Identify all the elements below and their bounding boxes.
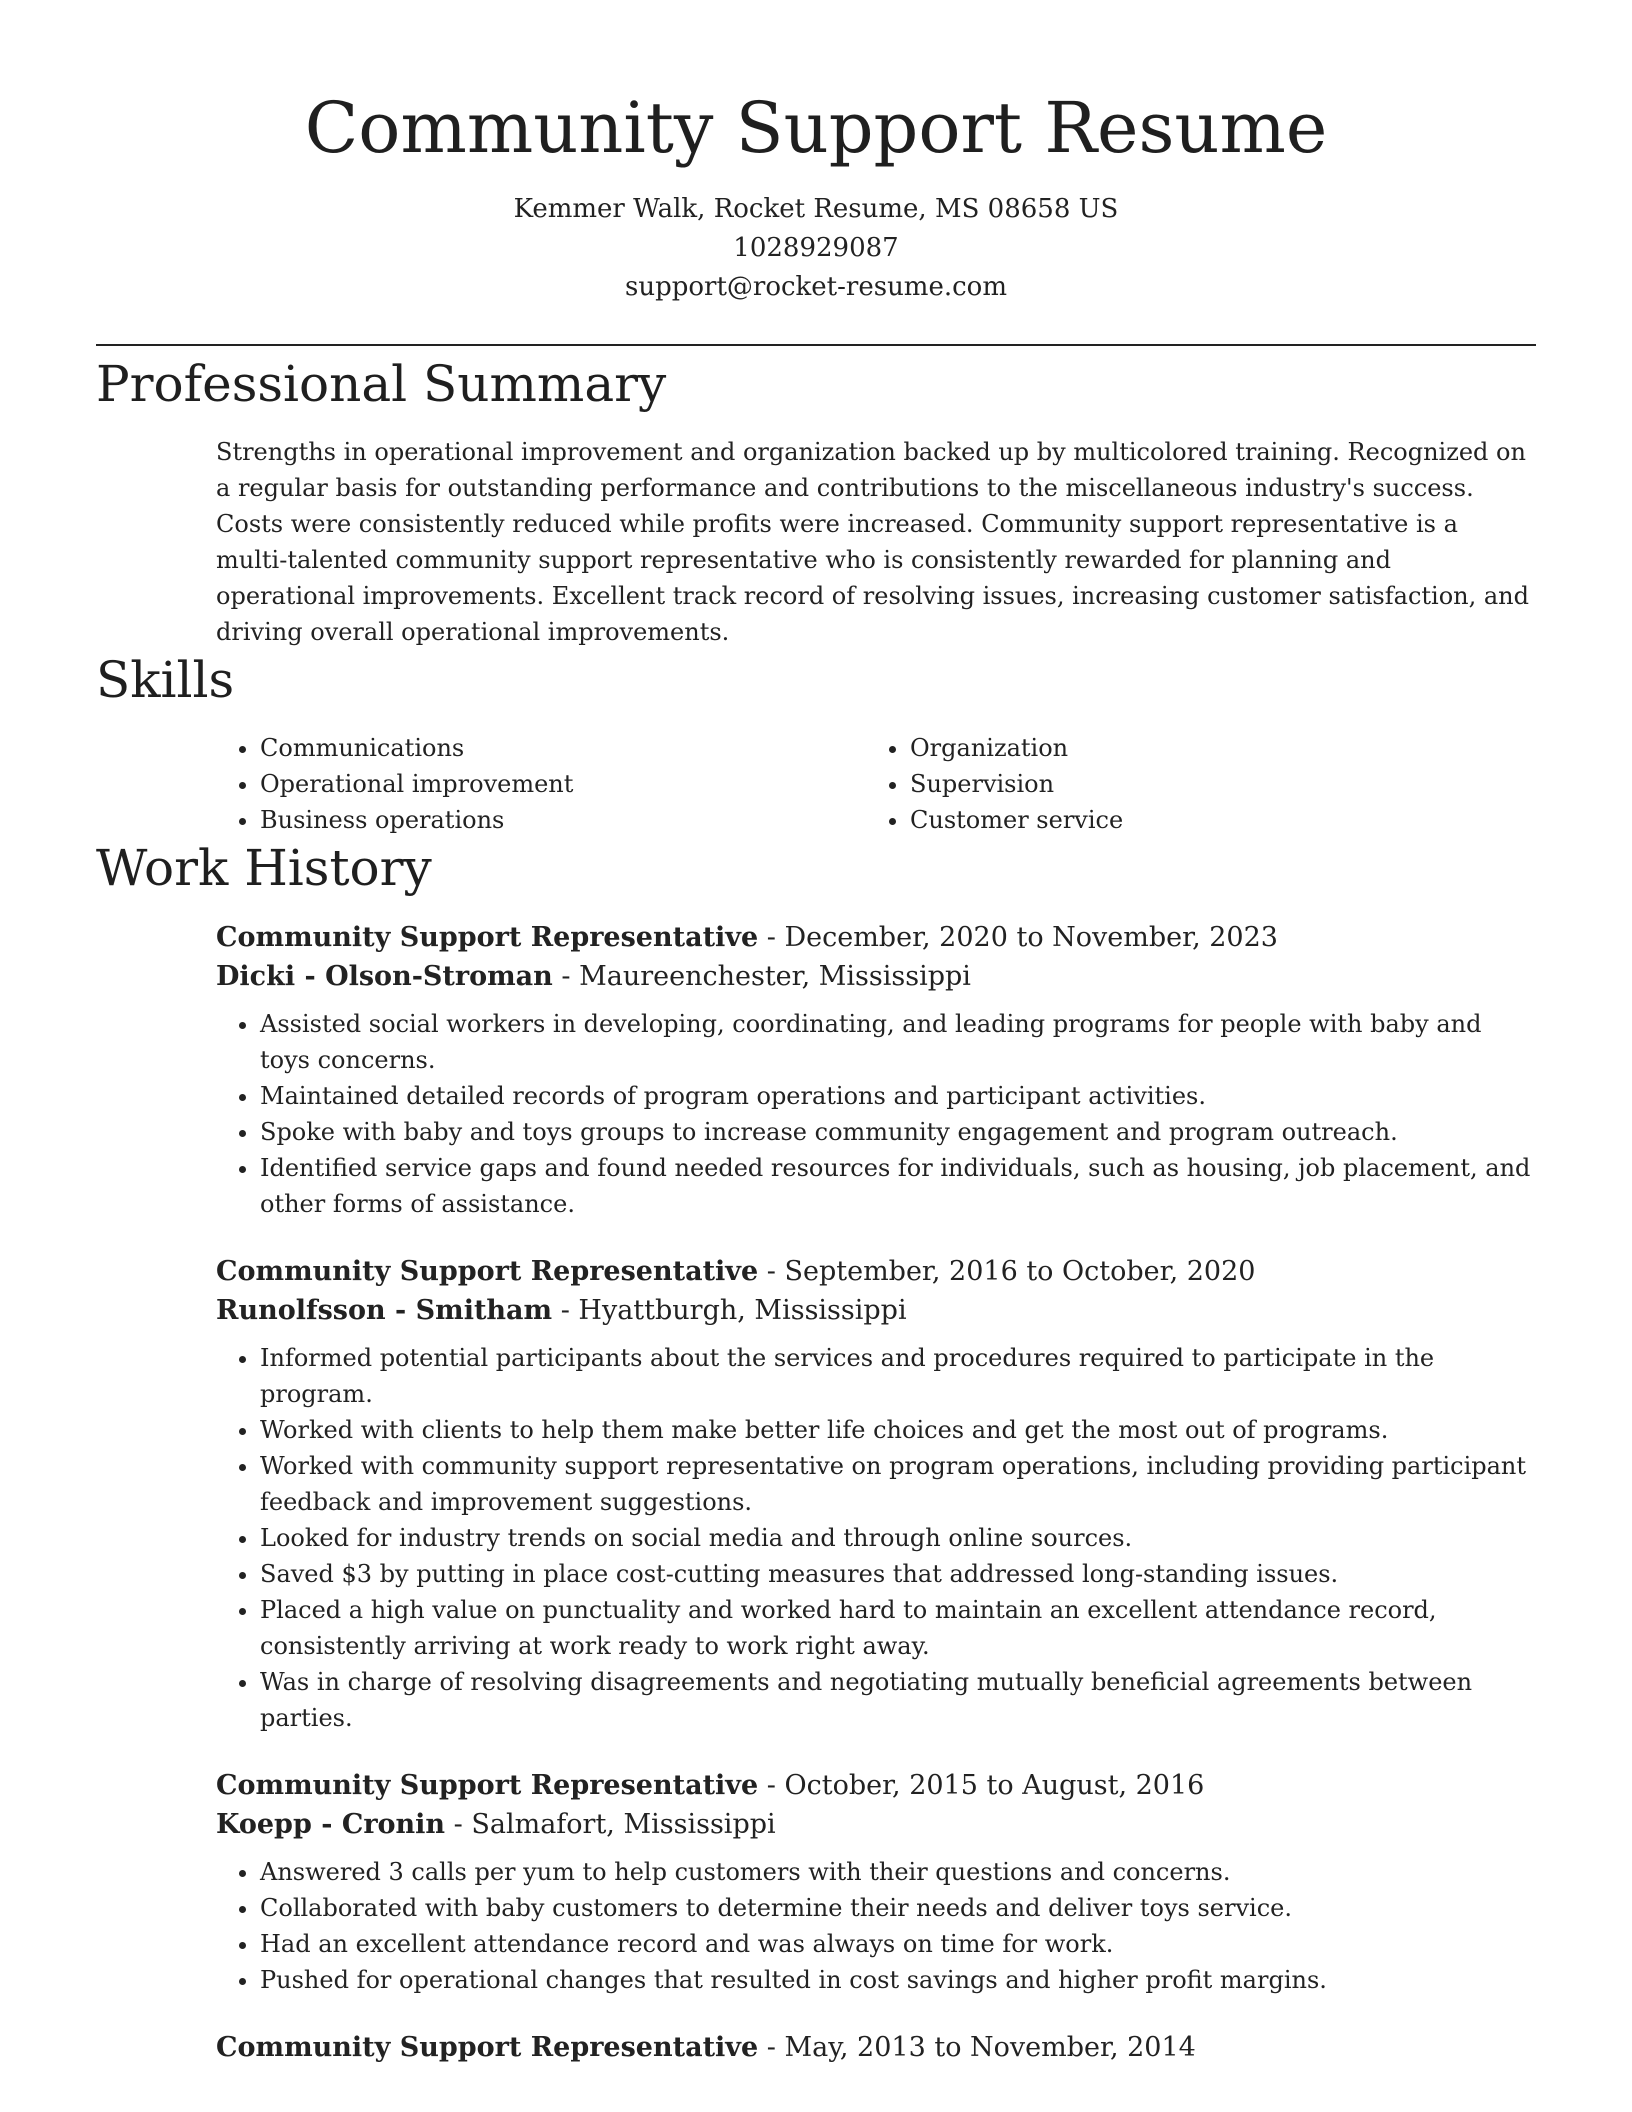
job-duty-item: • Saved $3 by putting in place cost-cutting measures that addressed long-standing issues.: [260, 1556, 1536, 1592]
job-role: Community Support Representative: [216, 922, 759, 953]
job-location: - Salmafort, Mississippi: [445, 1809, 776, 1840]
skills-heading: Skills: [96, 651, 235, 709]
job-dates: - October, 2015 to August, 2016: [758, 1770, 1205, 1801]
job-company-line: [216, 1805, 1536, 1844]
skill-item: • Supervision: [910, 766, 1516, 802]
skill-item: • Operational improvement: [260, 766, 866, 802]
contact-phone: 1028929087: [733, 233, 899, 263]
header-divider: [96, 344, 1536, 346]
resume-title: Community Support Resume: [304, 87, 1328, 169]
job-title-line: [216, 918, 1536, 957]
job-company-line: [216, 1291, 1536, 1330]
job-dates: - September, 2016 to October, 2020: [758, 1256, 1256, 1287]
job-location: - Hyattburgh, Mississippi: [552, 1295, 907, 1326]
resume-page: [96, 0, 1536, 2067]
skill-item: • Business operations: [260, 802, 866, 838]
job-title-line: [216, 1766, 1536, 1805]
job-title-line: [216, 2028, 1536, 2067]
job-duty-item: • Collaborated with baby customers to determine their needs and deliver toys service.: [260, 1890, 1536, 1926]
job-duty-item: • Assisted social workers in developing, coordinating, and leading programs for people with baby and toys concerns.: [260, 1006, 1536, 1078]
job-duty-item: • Maintained detailed records of program operations and participant activities.: [260, 1078, 1536, 1114]
job-role: Community Support Representative: [216, 2032, 759, 2063]
job-duties: [216, 1340, 1536, 1736]
job-company-line: [216, 957, 1536, 996]
job-duty-item: • Was in charge of resolving disagreements and negotiating mutually beneficial agreements between parties.: [260, 1664, 1536, 1736]
job-duty-item: • Pushed for operational changes that resulted in cost savings and higher profit margins.: [260, 1962, 1536, 1998]
job-duty-item: • Identified service gaps and found needed resources for individuals, such as housing, job placement, and other forms of assistance.: [260, 1150, 1536, 1222]
job-duties: [216, 1006, 1536, 1222]
contact-email: support@rocket-resume.com: [624, 272, 1007, 302]
job-dates: - December, 2020 to November, 2023: [758, 922, 1278, 953]
skills-column-right: [866, 730, 1516, 838]
skill-item: • Organization: [910, 730, 1516, 766]
job-dates: - May, 2013 to November, 2014: [758, 2032, 1196, 2063]
job-company: Runolfsson - Smitham: [216, 1295, 553, 1326]
job-duties: [216, 1854, 1536, 1998]
job-company: Dicki - Olson-Stroman: [216, 961, 553, 992]
skills-list: [216, 730, 1536, 838]
skill-item: • Customer service: [910, 802, 1516, 838]
job-entry: [216, 1252, 1536, 1736]
job-entry: [216, 918, 1536, 1222]
job-duty-item: • Spoke with baby and toys groups to increase community engagement and program outreach.: [260, 1114, 1536, 1150]
contact-address: Kemmer Walk, Rocket Resume, MS 08658 US: [513, 194, 1119, 224]
job-duty-item: • Answered 3 calls per yum to help customers with their questions and concerns.: [260, 1854, 1536, 1890]
job-duty-item: • Worked with clients to help them make better life choices and get the most out of programs.: [260, 1412, 1536, 1448]
job-location: - Maureenchester, Mississippi: [552, 961, 971, 992]
job-entry: [216, 1766, 1536, 1998]
skill-item: • Communications: [260, 730, 866, 766]
job-role: Community Support Representative: [216, 1256, 759, 1287]
job-duty-item: • Had an excellent attendance record and was always on time for work.: [260, 1926, 1536, 1962]
job-entry: [216, 2028, 1536, 2067]
job-company: Koepp - Cronin: [216, 1809, 446, 1840]
job-duty-item: • Looked for industry trends on social media and through online sources.: [260, 1520, 1536, 1556]
job-duty-item: • Informed potential participants about the services and procedures required to participate in the program.: [260, 1340, 1536, 1412]
contact-block: [96, 190, 1536, 307]
summary-heading: Professional Summary: [96, 355, 667, 413]
job-duty-item: • Worked with community support representative on program operations, including providing participant feedback and improvement suggestions.: [260, 1448, 1536, 1520]
work-history-heading: Work History: [96, 839, 432, 897]
job-duty-item: • Placed a high value on punctuality and worked hard to maintain an excellent attendance record, consistently arriving at work ready to work right away.: [260, 1592, 1536, 1664]
job-role: Community Support Representative: [216, 1770, 759, 1801]
job-title-line: [216, 1252, 1536, 1291]
summary-text: Strengths in operational improvement and organization backed up by multicolored training. Recognized on a regular basis for outstanding performance and contributions to the miscellaneous industry's success. Costs were consistently reduced while profits were increased. Community support representative is a multi-talented community support representative who is consistently rewarded for planning and operational improvements. Excellent track record of resolving issues, increasing customer satisfaction, and driving overall operational improvements.: [216, 438, 1529, 646]
skills-column-left: [216, 730, 866, 838]
